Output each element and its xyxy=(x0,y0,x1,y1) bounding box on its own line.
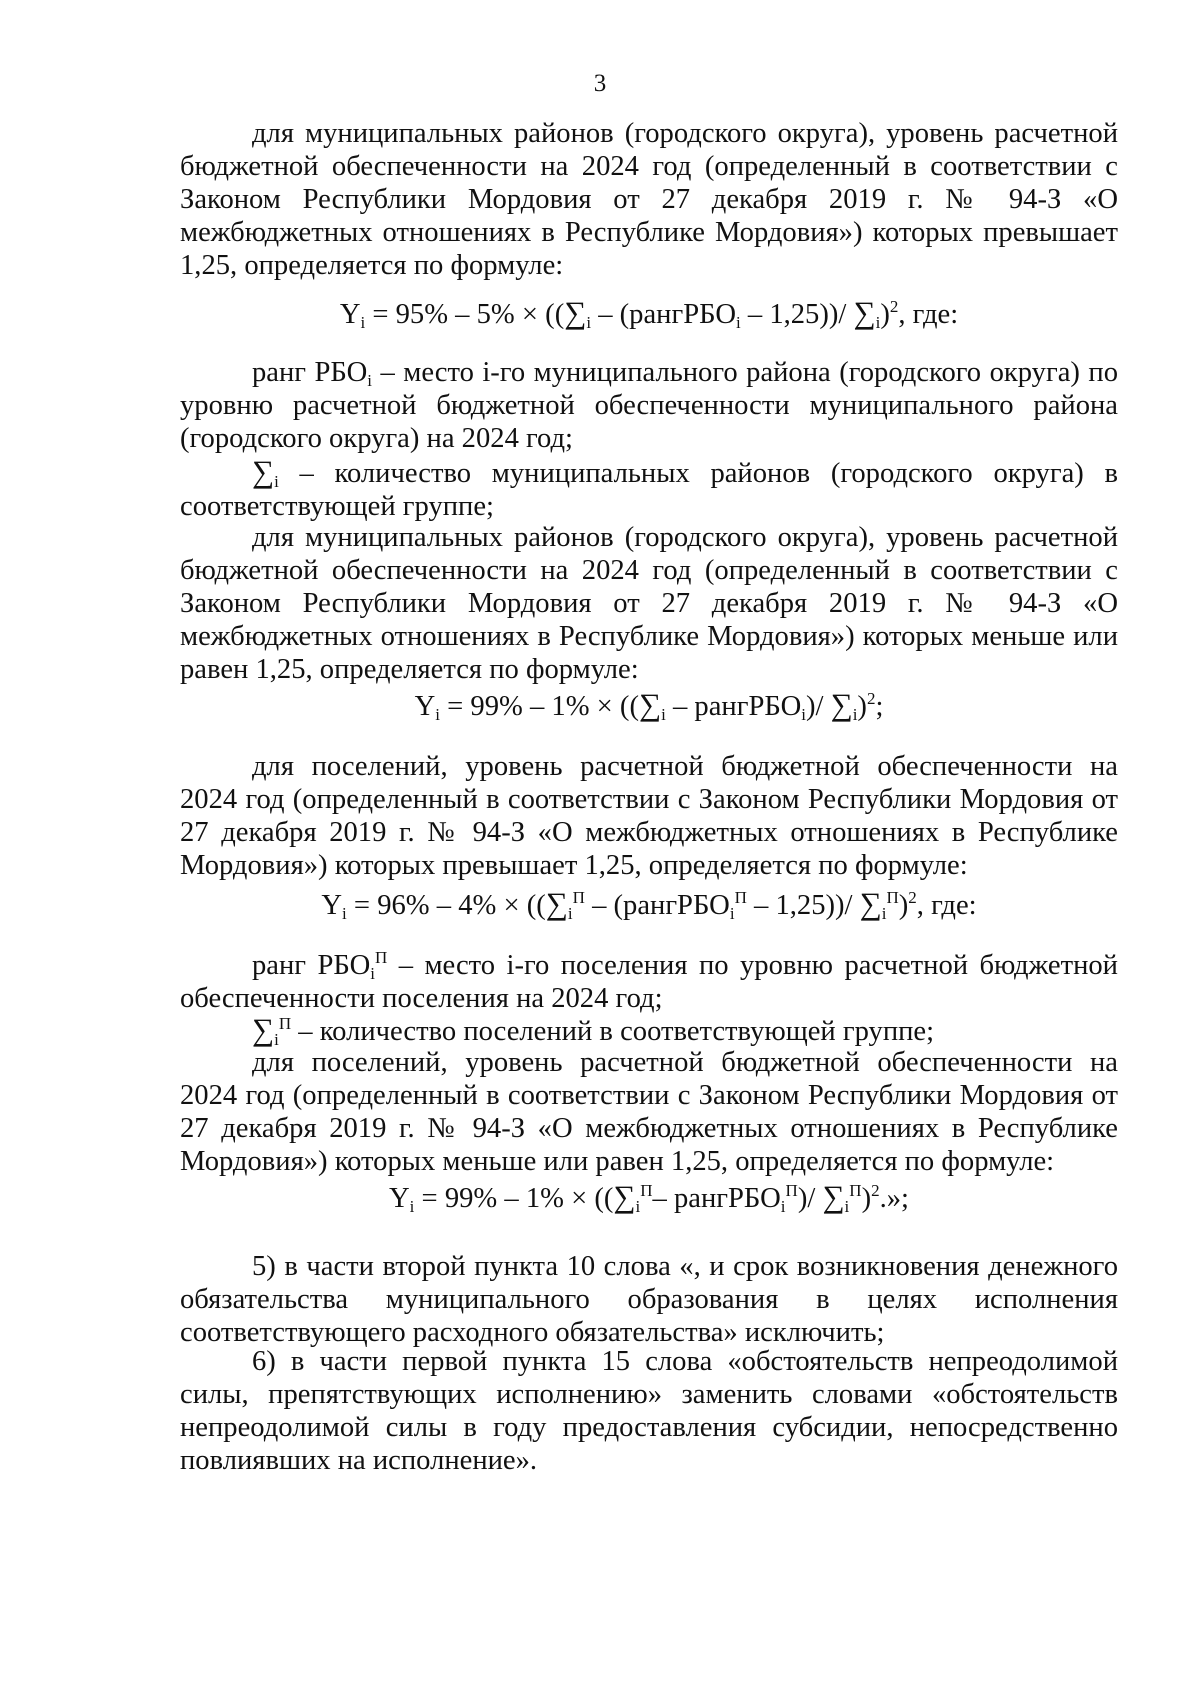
paragraph-rank-definition: ранг $РБО_i$ – место i-го муниципального района (городского округа) по уровню расчетной бюджетной обеспеченности муниципального района (городского округа) на 2024 год; xyxy=(180,357,1118,454)
paragraph-count-definition: $\sum_i$ – количество муниципальных районов (городского округа) в соответствующей группе; xyxy=(180,454,1118,522)
page-number: 3 xyxy=(593,70,607,97)
paragraph-settlements-above: для поселений, уровень расчетной бюджетной обеспеченности на 2024 год (определенный в соответствии с Законом Республики Мордовия от 27 декабря 2019 г. № 94-З «О межбюджетных отношениях в Республике Мордовия») которых превышает 1,25, определяется по формуле: xyxy=(180,751,1118,881)
formula-settlements-below: $Y_i = 99\% - 1\% \times ((\sum_i^П-$ рангРБО$_i^П$)/ $\sum_i^П)^2$.»; xyxy=(389,1179,909,1216)
paragraph-settlements-below: для поселений, уровень расчетной бюджетной обеспеченности на 2024 год (определенный в соответствии с Законом Республики Мордовия от 27 декабря 2019 г. № 94-З «О межбюджетных отношениях в Республике Мордовия») которых меньше или равен 1,25, определяется по формуле: xyxy=(180,1047,1118,1177)
formula-districts-above: $Y_i = 95\% - 5\% \times ((\sum_i$ – (рангРБО$_i$ – 1,25))/ $\sum_i)^2$, где: xyxy=(339,295,959,332)
paragraph-item-5: 5) в части второй пункта 10 слова «, и срок возникновения денежного обязательства муниципального образования в целях исполнения соответствующего расходного обязательства» исключить; xyxy=(180,1251,1118,1348)
paragraph-settlement-count-definition: $\sum_i^П$ – количество поселений в соответствующей группе; xyxy=(252,1012,935,1049)
paragraph-municipal-districts-above: для муниципальных районов (городского округа), уровень расчетной бюджетной обеспеченности на 2024 год (определенный в соответствии с Законом Республики Мордовия от 27 декабря 2019 г. № 94-З «О межбюджетных отношениях в Республике Мордовия») которых превышает 1,25, определяется по формуле: xyxy=(180,118,1118,281)
paragraph-municipal-districts-below: для муниципальных районов (городского округа), уровень расчетной бюджетной обеспеченности на 2024 год (определенный в соответствии с Законом Республики Мордовия от 27 декабря 2019 г. № 94-З «О межбюджетных отношениях в Республике Мордовия») которых меньше или равен 1,25, определяется по формуле: xyxy=(180,522,1118,685)
formula-districts-below: $Y_i = 99\% - 1\% \times ((\sum_i$ – рангРБО$_i$)/ $\sum_i)^2$; xyxy=(414,687,884,724)
paragraph-item-6: 6) в части первой пункта 15 слова «обстоятельств непреодолимой силы, препятствующих исполнению» заменить словами «обстоятельств непреодолимой силы в году предоставления субсидии, непосредственно повлиявших на исполнение». xyxy=(180,1346,1118,1476)
paragraph-settlement-rank-definition: ранг $РБО_i^П$ – место i-го поселения по уровню расчетной бюджетной обеспеченности поселения на 2024 год; xyxy=(180,948,1118,1014)
formula-settlements-above: $Y_i = 96\% - 4\% \times ((\sum_i^П$ – (рангРБО$_i^П$ – 1,25))/ $\sum_i^П)^2$, где: xyxy=(321,886,977,923)
